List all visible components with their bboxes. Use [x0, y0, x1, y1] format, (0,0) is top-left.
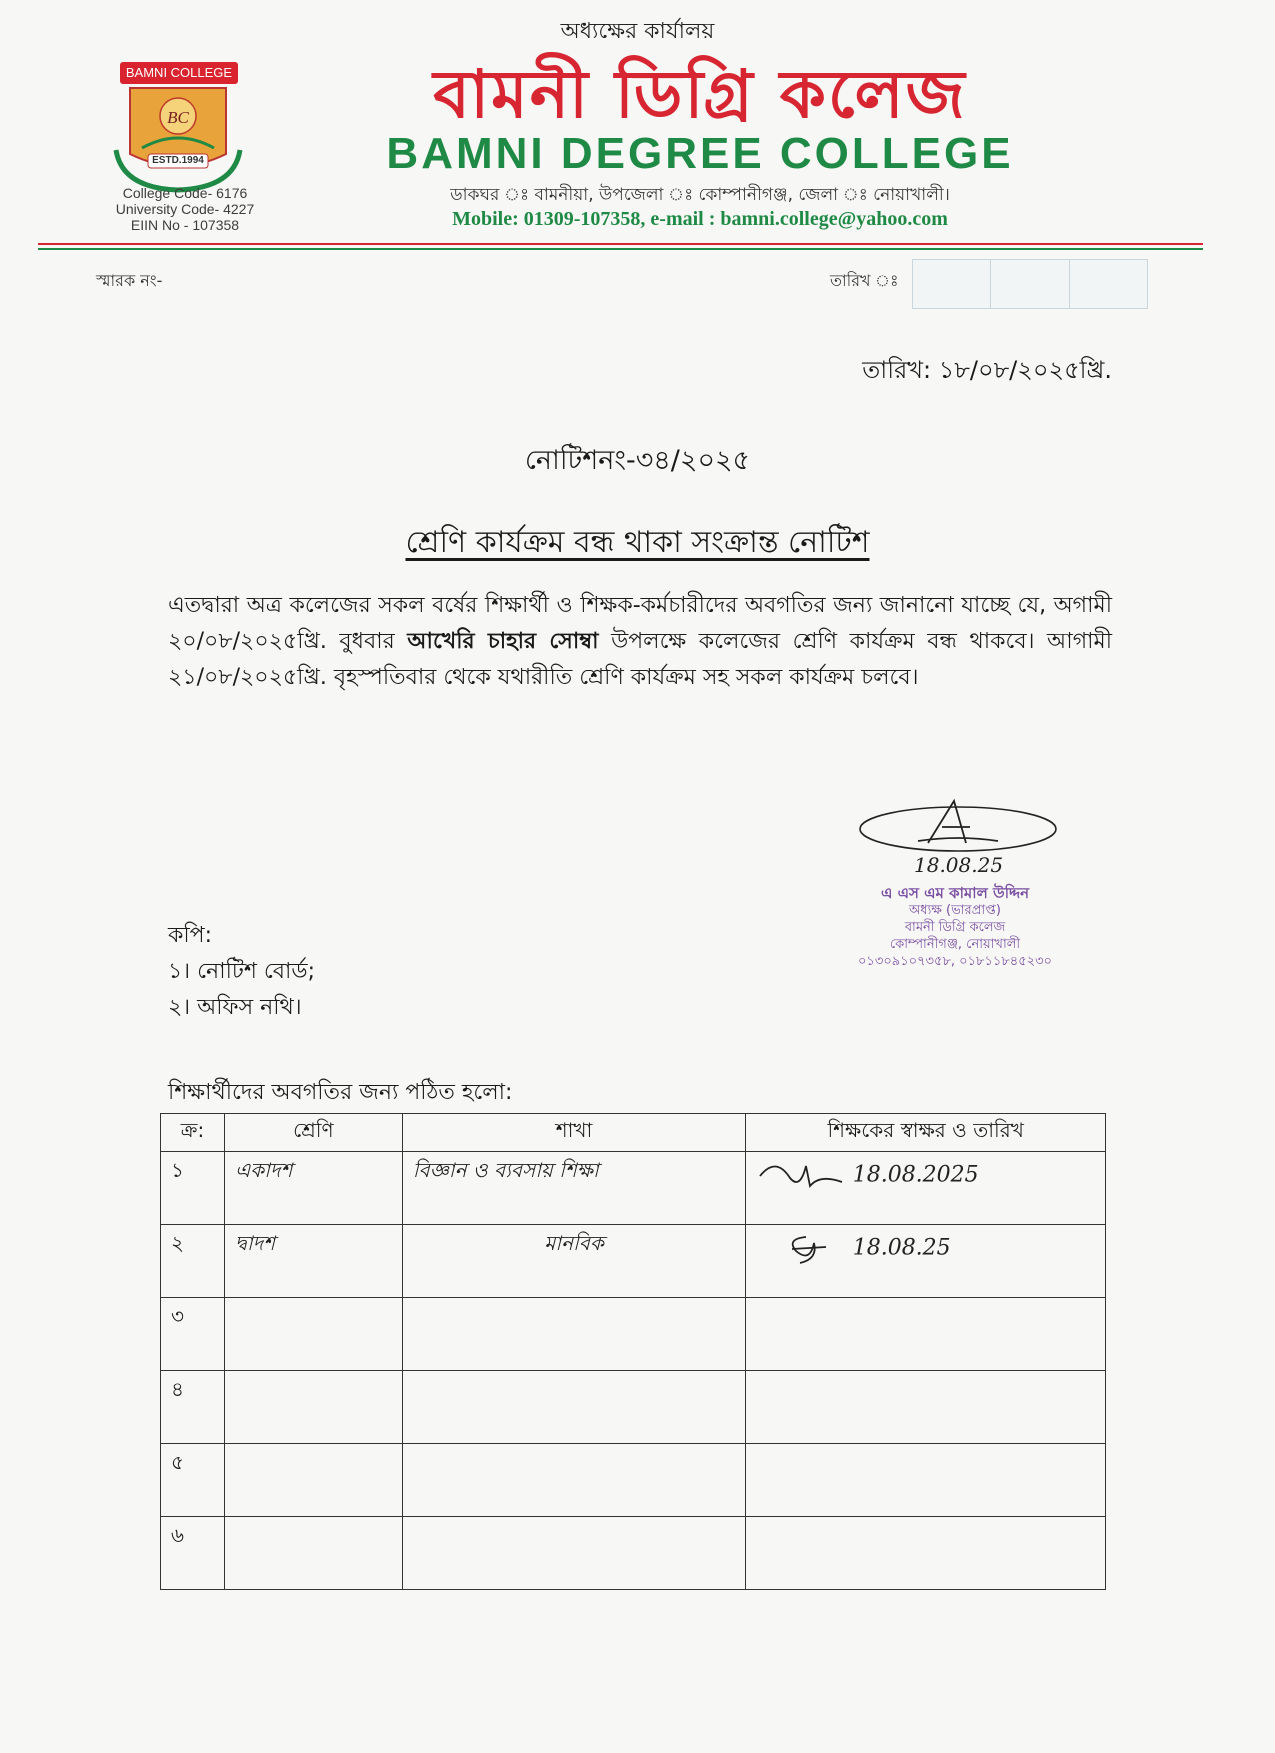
row-date: 18.08.2025: [852, 1162, 979, 1188]
row-date: 18.08.25: [852, 1235, 951, 1261]
office-title: অধ্যক্ষের কার্যালয়: [560, 19, 715, 44]
copies-section: [168, 918, 315, 1026]
row-branch: [402, 1298, 746, 1371]
college-name-english: BAMNI DEGREE COLLEGE: [386, 129, 1014, 178]
header-rule-red: [38, 243, 1203, 245]
row-signature: [746, 1371, 1106, 1444]
notice-date: তারিখ: ১৮/০৮/২০২৫খ্রি.: [862, 356, 1112, 384]
roster-table: [160, 1113, 1106, 1590]
row-class: দ্বাদশ: [224, 1225, 402, 1298]
college-address: ডাকঘর ঃ বামনীয়া, উপজেলা ঃ কোম্পানীগঞ্জ, জেলা ঃ নোয়াখালী।: [450, 185, 950, 205]
table-row: [161, 1152, 1106, 1225]
table-row: [161, 1298, 1106, 1371]
row-serial: ৬: [161, 1517, 225, 1590]
copy-item: ১। নোটিশ বোর্ড;: [168, 959, 316, 984]
row-branch: [402, 1371, 746, 1444]
row-signature: [746, 1152, 1106, 1225]
logo-emblem-icon: [108, 58, 248, 198]
copies-label: কপি:: [168, 923, 213, 948]
row-class: [224, 1298, 402, 1371]
row-branch: বিজ্ঞান ও ব্যবসায় শিক্ষা: [402, 1152, 746, 1225]
occasion-name: আখেরি চাহার সোম্বা: [407, 629, 599, 654]
seal-phones: ০১৩০৯১০৭৩৫৮, ০১৮১১৮৪৫২৩০: [857, 954, 1053, 969]
college-contact: Mobile: 01309-107358, e-mail : bamni.college@yahoo.com: [452, 208, 948, 230]
table-row: [161, 1225, 1106, 1298]
college-logo: [108, 58, 248, 198]
signature-date: 18.08.25: [914, 853, 1004, 877]
notice-body: এতদ্বারা অত্র কলেজের সকল বর্ষের শিক্ষার্থী ও শিক্ষক-কর্মচারীদের অবগতির জন্য জানানো যাচ্ছে যে, অগামী ২০/০৮/২০২৫খ্রি. বুধবার আখেরি চাহার সোম্বা উপলক্ষে কলেজের শ্রেণি কার্যক্রম বন্ধ থাকবে। আগামী ২১/০৮/২০২৫খ্রি. বৃহস্পতিবার থেকে যথারীতি শ্রেণি কার্যক্রম সহ সকল কার্যক্রম চলবে।: [168, 593, 1112, 690]
header-rule-green: [38, 248, 1203, 250]
row-serial: ৩: [161, 1298, 225, 1371]
row-signature: [746, 1444, 1106, 1517]
signature-scribble-icon: [858, 795, 1058, 895]
roster-caption: শিক্ষার্থীদের অবগতির জন্য পঠিত হলো:: [168, 1080, 513, 1105]
header-serial: ক্র:: [161, 1114, 225, 1152]
row-class: একাদশ: [224, 1152, 402, 1225]
logo-estd: ESTD.1994: [152, 155, 204, 166]
principal-signature: [858, 795, 1058, 895]
row-branch: [402, 1444, 746, 1517]
header-branch: শাখা: [402, 1114, 746, 1152]
date-label: তারিখ ঃ: [830, 271, 899, 290]
row-serial: ১: [161, 1152, 225, 1225]
row-signature: [746, 1517, 1106, 1590]
row-branch: [402, 1517, 746, 1590]
principal-seal: [820, 885, 1090, 970]
principal-name: এ এস এম কামাল উদ্দিন: [880, 884, 1030, 902]
table-row: [161, 1371, 1106, 1444]
college-name-bangla: বামনী ডিগ্রি কলেজ: [433, 56, 967, 133]
eiin-number: EIIN No - 107358: [130, 217, 240, 233]
university-code: University Code- 4227: [115, 201, 255, 217]
table-row: [161, 1444, 1106, 1517]
copy-item: ২। অফিস নথি।: [168, 995, 302, 1020]
principal-title: অধ্যক্ষ (ভারপ্রাপ্ত): [909, 903, 1001, 918]
row-class: [224, 1444, 402, 1517]
row-class: [224, 1517, 402, 1590]
row-serial: ২: [161, 1225, 225, 1298]
seal-college: বামনী ডিগ্রি কলেজ: [904, 920, 1006, 935]
header-teacher-signature: শিক্ষকের স্বাক্ষর ও তারিখ: [746, 1114, 1106, 1152]
row-serial: ৪: [161, 1371, 225, 1444]
row-serial: ৫: [161, 1444, 225, 1517]
seal-place: কোম্পানীগঞ্জ, নোয়াখালী: [889, 937, 1021, 952]
roster-header-row: [161, 1114, 1106, 1152]
row-branch: মানবিক: [402, 1225, 746, 1298]
table-row: [161, 1517, 1106, 1590]
row-signature: [746, 1225, 1106, 1298]
memo-label: স্মারক নং-: [96, 271, 163, 290]
row-class: [224, 1371, 402, 1444]
teacher-signature-icon: [756, 1156, 846, 1196]
logo-banner: BAMNI COLLEGE: [120, 62, 238, 84]
row-signature: [746, 1298, 1106, 1371]
college-codes: [80, 185, 290, 233]
teacher-signature-icon: [756, 1229, 846, 1269]
college-code: College Code- 6176: [122, 185, 248, 201]
notice-subject: শ্রেণি কার্যক্রম বন্ধ থাকা সংক্রান্ত নোটিশ: [405, 525, 870, 560]
notice-number: নোটিশনং-৩৪/২০২৫: [524, 445, 751, 476]
header-class: শ্রেণি: [224, 1114, 402, 1152]
date-boxes: [912, 259, 1148, 309]
logo-letters: BC: [167, 108, 189, 127]
